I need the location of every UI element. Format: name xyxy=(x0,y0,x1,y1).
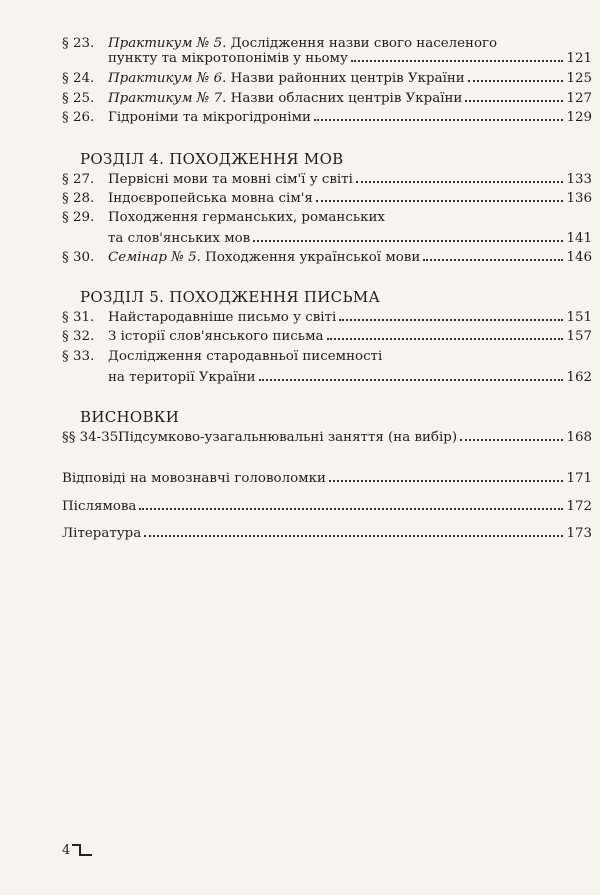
toc-entry-29[interactable] xyxy=(62,210,592,229)
toc-entry-33[interactable] xyxy=(62,349,592,368)
entry-title: З історії слов'янського письма xyxy=(108,329,324,344)
toc-entry-30[interactable] xyxy=(62,250,592,269)
entry-page: 141 xyxy=(566,231,592,246)
dot-leader xyxy=(460,439,563,441)
toc-entry-32[interactable] xyxy=(62,329,592,348)
entry-page: 129 xyxy=(566,110,592,125)
entry-number: § 25. xyxy=(62,91,95,106)
dot-leader xyxy=(144,535,563,537)
dot-leader xyxy=(423,259,563,261)
dot-leader xyxy=(259,379,563,381)
entry-title: Найстародавніше письмо у світі xyxy=(108,310,337,325)
toc-entry-26[interactable] xyxy=(62,110,592,129)
entry-text: Дослідження назви свого населеного xyxy=(226,36,498,51)
entry-page: 133 xyxy=(566,172,592,187)
entry-title: Післямова xyxy=(62,499,137,514)
entry-italic: Практикум № 5. xyxy=(108,36,227,51)
entry-title-cont: та слов'янських мов xyxy=(108,231,251,246)
entry-title: Підсумково-узагальнювальні заняття (на вибір) xyxy=(118,430,458,445)
entry-page: 127 xyxy=(566,91,592,106)
toc-afterword[interactable] xyxy=(62,499,592,518)
toc-entry-23-cont[interactable] xyxy=(62,51,592,70)
page-corner-ornament-icon xyxy=(72,843,92,857)
toc-entry-25[interactable] xyxy=(62,91,592,110)
dot-leader xyxy=(468,80,563,82)
entry-page: 172 xyxy=(566,499,592,514)
dot-leader xyxy=(327,338,564,340)
entry-title: Походження германських, романських xyxy=(108,210,385,225)
entry-title: Гідроніми та мікрогідроніми xyxy=(108,110,311,125)
entry-title: Дослідження стародавньої писемності xyxy=(108,349,383,364)
toc-entry-27[interactable] xyxy=(62,172,592,191)
entry-title xyxy=(108,71,465,86)
entry-page: 171 xyxy=(566,471,592,486)
entry-number: § 26. xyxy=(62,110,95,125)
dot-leader xyxy=(329,480,563,482)
entry-page: 136 xyxy=(566,191,592,206)
entry-page: 151 xyxy=(566,310,592,325)
entry-text: Назви районних центрів України xyxy=(226,71,465,86)
entry-title: Індоєвропейська мовна сім'я xyxy=(108,191,313,206)
entry-title xyxy=(108,36,497,51)
toc-entry-28[interactable] xyxy=(62,191,592,210)
entry-number: §§ 34-35. xyxy=(62,430,123,445)
toc-entry-34-35[interactable] xyxy=(62,430,592,449)
entry-page: 125 xyxy=(566,71,592,86)
entry-page: 146 xyxy=(566,250,592,265)
entry-number: § 29. xyxy=(62,210,95,225)
entry-page: 157 xyxy=(566,329,592,344)
dot-leader xyxy=(465,100,563,102)
toc-answers[interactable] xyxy=(62,471,592,490)
entry-title: Первісні мови та мовні сім'ї у світі xyxy=(108,172,353,187)
entry-number: § 31. xyxy=(62,310,95,325)
entry-number: § 24. xyxy=(62,71,95,86)
page-number: 4 xyxy=(62,843,71,858)
entry-number: § 33. xyxy=(62,349,95,364)
dot-leader xyxy=(314,119,563,121)
entry-title-cont: пункту та мікротопонімів у ньому xyxy=(108,51,348,66)
entry-number: § 32. xyxy=(62,329,95,344)
toc-entry-24[interactable] xyxy=(62,71,592,90)
toc-entry-33-cont[interactable] xyxy=(62,370,592,389)
dot-leader xyxy=(356,181,563,183)
entry-number: § 27. xyxy=(62,172,95,187)
entry-text: Назви обласних центрів України xyxy=(226,91,463,106)
entry-title: Відповіді на мовознавчі головоломки xyxy=(62,471,326,486)
entry-title-cont: на території України xyxy=(108,370,256,385)
entry-page: 162 xyxy=(566,370,592,385)
toc-literature[interactable] xyxy=(62,526,592,545)
dot-leader xyxy=(339,319,563,321)
entry-page: 173 xyxy=(566,526,592,541)
entry-page: 121 xyxy=(566,51,592,66)
conclusions-heading: ВИСНОВКИ xyxy=(80,408,180,426)
entry-number: § 30. xyxy=(62,250,95,265)
entry-text: Походження української мови xyxy=(200,250,421,265)
dot-leader xyxy=(351,60,563,62)
dot-leader xyxy=(253,240,563,242)
entry-italic: Практикум № 6. xyxy=(108,71,227,86)
toc-entry-29-cont[interactable] xyxy=(62,231,592,250)
toc-entry-31[interactable] xyxy=(62,310,592,329)
section-5-heading: РОЗДІЛ 5. ПОХОДЖЕННЯ ПИСЬМА xyxy=(80,288,381,306)
entry-page: 168 xyxy=(566,430,592,445)
entry-italic: Семінар № 5. xyxy=(108,250,201,265)
entry-title xyxy=(108,250,420,265)
dot-leader xyxy=(316,200,563,202)
entry-title xyxy=(108,91,462,106)
entry-number: § 23. xyxy=(62,36,95,51)
dot-leader xyxy=(139,508,563,510)
entry-italic: Практикум № 7. xyxy=(108,91,227,106)
entry-title: Література xyxy=(62,526,142,541)
entry-number: § 28. xyxy=(62,191,95,206)
section-4-heading: РОЗДІЛ 4. ПОХОДЖЕННЯ МОВ xyxy=(80,150,344,168)
